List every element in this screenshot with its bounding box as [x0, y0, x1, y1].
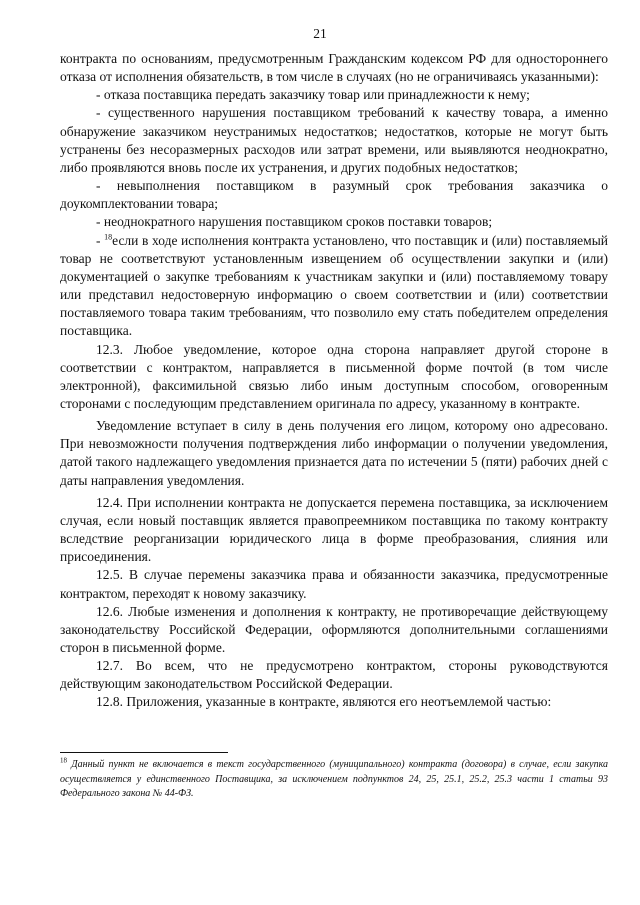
- paragraph-4: - невыполнения поставщиком в разумный срок требования заказчика о доукомплектовании товара;: [60, 178, 608, 212]
- paragraph-6-prefix: -: [96, 232, 105, 248]
- paragraph-12-4: 12.4. При исполнении контракта не допускается перемена поставщика, за исключением случая, если новый поставщик является правопреемником поставщика по такому контракту вследствие реорганизации юридического лица в форме преобразования, слияния или присоединения.: [60, 494, 608, 565]
- paragraph-12-6: 12.6. Любые изменения и дополнения к контракту, не противоречащие действующему законодательству Российской Федерации, оформляются дополнительными соглашениями сторон в письменной форме.: [60, 603, 608, 655]
- paragraph-6-text: если в ходе исполнения контракта установлено, что поставщик и (или) поставляемый товар не соответствуют установленным извещением об осуществлении закупки и (или) документацией о закупке требованиям к участникам закупки и (или) поставляемому товару или представил недостоверную информацию о своем соответствии и (или) соответствии поставляемого товара таким требованиям, что позволило ему стать победителем определения поставщика.: [60, 232, 608, 339]
- paragraph-6: [60, 232, 608, 341]
- footnote: [60, 758, 608, 802]
- paragraph-3: - существенного нарушения поставщиком требований к качеству товара, а именно обнаружение заказчиком неустранимых недостатков; недостатков, которые не могут быть устранены без несоразмерных расходов или затрат времени, или выявляются неоднократно, либо проявляются вновь после их устранения, и других подобных недостатков;: [60, 105, 608, 175]
- paragraph-12-5: 12.5. В случае перемены заказчика права и обязанности заказчика, предусмотренные контрактом, переходят к новому заказчику.: [60, 567, 608, 601]
- paragraph-12-3: 12.3. Любое уведомление, которое одна сторона направляет другой стороне в соответствии с контрактом, направляется в письменной форме почтой (в том числе электронной), факсимильной связью либо иным доступным способом, оговоренным сторонами с последующим представлением оригинала по адресу, указанному в контракте.: [60, 341, 608, 411]
- paragraph-12-7: 12.7. Во всем, что не предусмотрено контрактом, стороны руководствуются действующим законодательством Российской Федерации.: [60, 658, 608, 692]
- footnote-divider: [60, 752, 228, 753]
- paragraph-notice: Уведомление вступает в силу в день получения его лицом, которому оно адресовано. При невозможности получения подтверждения либо информации о получении уведомления, датой такого надлежащего уведомления признается дата по истечении 5 (пяти) рабочих дней с даты направления уведомления.: [60, 418, 608, 488]
- page-number: 21: [313, 26, 327, 41]
- footnote-text: Данный пункт не включается в текст государственного (муниципального) контракта (договора) в случае, если закупка осуществляется у единственного Поставщика, за исключением подпунктов 24, 25, 25.1, 25.2, 25.3 части 1 статьи 93 Федерального закона № 44-ФЗ.: [60, 759, 608, 799]
- paragraph-2: - отказа поставщика передать заказчику товар или принадлежности к нему;: [96, 87, 530, 103]
- paragraph-5: - неоднократного нарушения поставщиком сроков поставки товаров;: [96, 214, 493, 230]
- document-body: [60, 50, 608, 712]
- footnote-ref-18[interactable]: 18: [104, 232, 113, 242]
- paragraph-1: контракта по основаниям, предусмотренным Гражданским кодексом РФ для одностороннего отказа от исполнения обязательств, в том числе в случаях (но не ограничиваясь указанными):: [60, 51, 608, 85]
- footnote-mark: 18: [60, 756, 67, 765]
- paragraph-12-8: 12.8. Приложения, указанные в контракте, являются его неотъемлемой частью:: [96, 694, 552, 710]
